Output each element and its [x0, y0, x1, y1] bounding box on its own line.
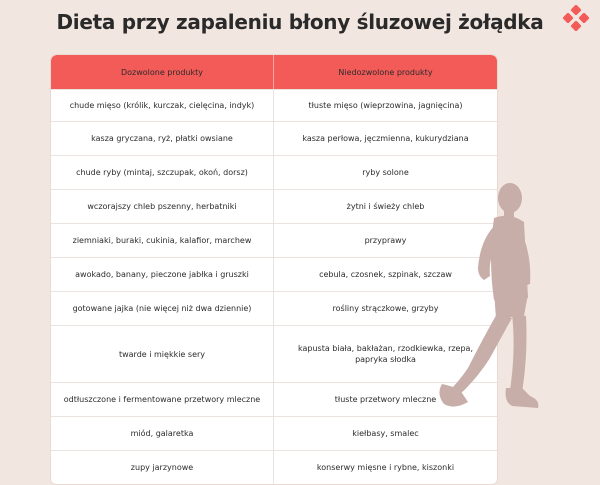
table-row [51, 223, 497, 257]
table-row [51, 257, 497, 291]
forbidden-product-cell: cebula, czosnek, szpinak, szczaw [319, 270, 452, 279]
forbidden-product-cell: żytni i świeży chleb [346, 202, 425, 211]
table-row [51, 416, 497, 450]
table-row [51, 325, 497, 382]
allowed-product-cell: wczorajszy chleb pszenny, herbatniki [51, 190, 274, 223]
table-row [51, 291, 497, 325]
forbidden-product-cell: konserwy mięsne i rybne, kiszonki [316, 463, 455, 472]
allowed-product-cell: twarde i miękkie sery [51, 326, 274, 382]
header-forbidden: Niedozwolone produkty [338, 67, 433, 77]
allowed-product-cell: kasza gryczana, ryż, płatki owsiane [51, 122, 274, 155]
allowed-product-cell: chude mięso (królik, kurczak, cielęcina, indyk) [51, 90, 274, 121]
forbidden-product-cell: ryby solone [362, 168, 409, 177]
forbidden-product-cell: kasza perłowa, jęczmienna, kukurydziana [302, 134, 469, 143]
allowed-product-cell: miód, galaretka [51, 417, 274, 450]
forbidden-product-cell: kapusta biała, bakłażan, rzodkiewka, rzepa, papryka słodka [298, 344, 473, 364]
forbidden-product-cell: przyprawy [364, 236, 407, 245]
forbidden-product-cell: tłuste przetwory mleczne [334, 395, 437, 404]
allowed-product-cell: gotowane jajka (nie więcej niż dwa dziennie) [51, 292, 274, 325]
table-row [51, 382, 497, 416]
table-row [51, 121, 497, 155]
table-row [51, 189, 497, 223]
allowed-product-cell: zupy jarzynowe [51, 451, 274, 484]
allowed-product-cell: ziemniaki, buraki, cukinia, kalafior, marchew [51, 224, 274, 257]
header-allowed: Dozwolone produkty [51, 55, 274, 89]
walking-person-icon [432, 180, 540, 414]
allowed-product-cell: odtłuszczone i fermentowane przetwory mleczne [51, 383, 274, 416]
table-row [51, 155, 497, 189]
table-row [51, 89, 497, 121]
table-row [51, 450, 497, 484]
forbidden-product-cell: rośliny strączkowe, grzyby [332, 304, 439, 313]
table-header [51, 55, 497, 89]
allowed-product-cell: awokado, banany, pieczone jabłka i gruszki [51, 258, 274, 291]
forbidden-product-cell: kiełbasy, smalec [352, 429, 419, 438]
page-title: Dieta przy zapaleniu błony śluzowej żołądka [56, 10, 544, 34]
forbidden-product-cell: tłuste mięso (wieprzowina, jagnięcina) [308, 101, 463, 110]
table-body [51, 89, 497, 484]
allowed-product-cell: chude ryby (mintaj, szczupak, okoń, dorsz) [51, 156, 274, 189]
diet-table [50, 54, 498, 485]
diamond-cluster-logo-icon [560, 4, 592, 36]
